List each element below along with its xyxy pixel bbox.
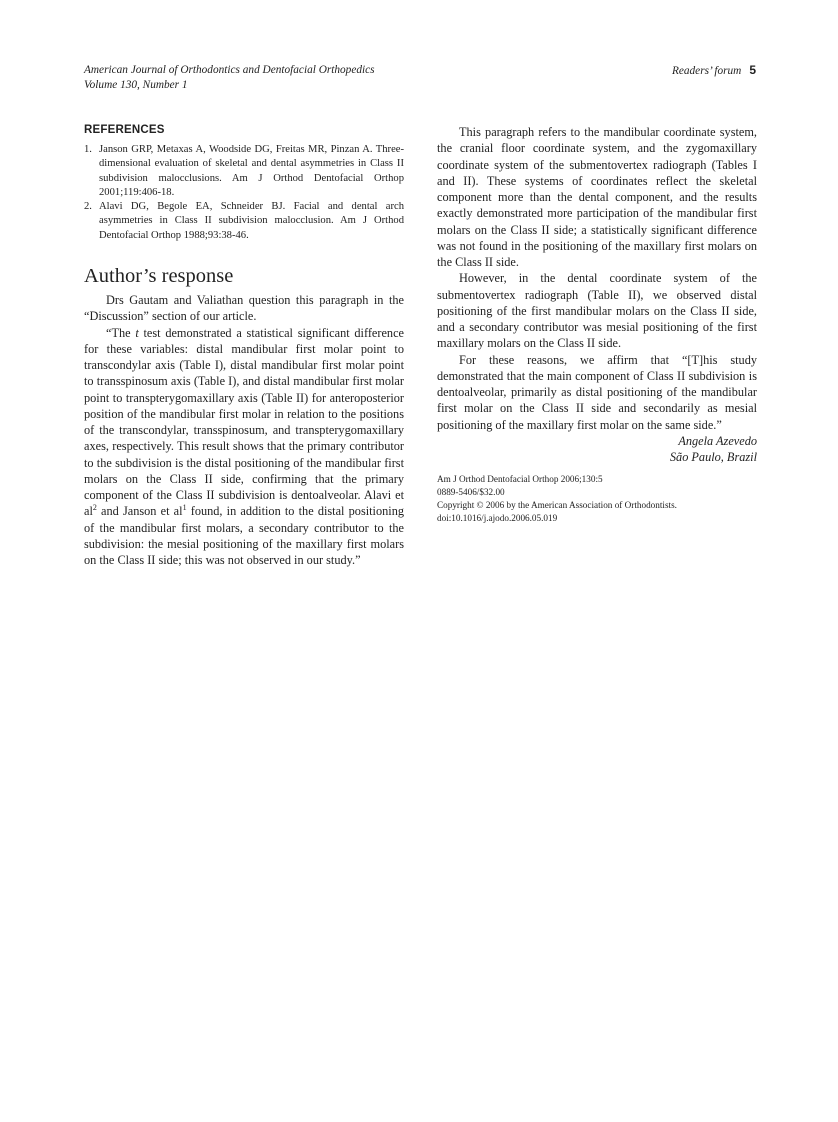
paragraph: However, in the dental coordinate system of the submentovertex radiograph (Table II), we observed distal positioning of the first mandibular molars on the Class II side, and a secondary contributor was mesial positioning of the first maxillary molars on the Class II side. [437,271,757,351]
references-list [84,143,404,243]
citation: Am J Orthod Dentofacial Orthop 2006;130:5 [437,474,603,485]
journal-volume: Volume 130, Number 1 [84,79,188,91]
reference-text: Janson GRP, Metaxas A, Woodside DG, Freitas MR, Pinzan A. Three-dimensional evaluation of skeletal and dental asymmetries in Class II subdivision malocclusions. Am J Orthod Dentofacial Orthop 2001;119:406-18. [99,144,404,198]
doi: doi:10.1016/j.ajodo.2006.05.019 [437,513,558,524]
text: and Janson et al [96,504,183,519]
paragraph: Drs Gautam and Valiathan question this paragraph in the “Discussion” section of our article. [84,293,404,324]
running-header-right [672,63,756,79]
author-name: Angela Azevedo [678,433,757,448]
left-column [84,124,404,568]
running-header-left [84,63,375,93]
page-number: 5 [749,63,756,77]
section-title: Author’s response [84,265,234,288]
issn: 0889-5406/$32.00 [437,487,505,498]
text: found, in addition to the distal positioning of the mandibular first molars, a secondary contributor to the subdivision: the mesial positioning of the maxillary first molars on the Class II side; this was not observed in our study.” [84,504,404,568]
reference-number: 1. [84,144,92,155]
reference-text: Alavi DG, Begole EA, Schneider BJ. Facial and dental arch asymmetries in Class II subdivision malocclusion. Am J Orthod Dentofacial Orthop 1988;93:38-46. [99,201,404,241]
right-column [437,124,757,525]
text: test demonstrated a statistical significant difference for these variables: distal mandibular first molar point to transcondylar axis (Table I), distal mandibular first molar point to transspinosum axis (Table I), and distal mandibular first molar point to transpterygomaxillary axis (Table II) for anteroposterior position of the mandibular first molar in relation to the positions of the transcondylar, transspinosum, and transpterygomaxillary axes, respectively. This result shows that the primary contributor to the subdivision is the distal positioning of the mandibular first molars on the Class II side, confirming that the primary component of the Class II subdivision is dentoalveolar. Alavi et al [84,325,404,519]
paragraph-quote [84,325,404,569]
journal-name: American Journal of Orthodontics and Dentofacial Orthopedics [84,64,375,76]
paragraph: For these reasons, we affirm that “[T]his study demonstrated that the main component of Class II subdivision is dentoalveolar, primarily as distal positioning of the mandibular first molar on the Class II side and secondarily as mesial positioning of the maxillary first molar on the same side.” [437,352,757,432]
references-heading: REFERENCES [84,124,165,136]
reference-number: 2. [84,201,92,213]
citation-superscript: 2 [92,503,97,513]
reference-item [84,200,404,243]
paragraph: This paragraph refers to the mandibular coordinate system, the cranial floor coordinate system, and the zygomaxillary coordinate system of the submentovertex radiograph (Tables I and II). These systems of coordinates reflect the skeletal component more than the dental component, and the results exactly demonstrated more participation of the mandibular first molars on the Class II side; a statistically significant difference was not found in the positioning of the maxillary first molars on the Class II side. [437,125,757,269]
text: “The [106,325,136,340]
citation-superscript: 1 [182,503,187,513]
section-name: Readers’ forum [671,65,742,77]
italic-text: t [135,325,139,340]
reference-item [84,143,404,200]
author-location: São Paulo, Brazil [669,450,757,464]
copyright: Copyright © 2006 by the American Association of Orthodontists. [437,500,677,511]
article-footer [437,473,757,525]
